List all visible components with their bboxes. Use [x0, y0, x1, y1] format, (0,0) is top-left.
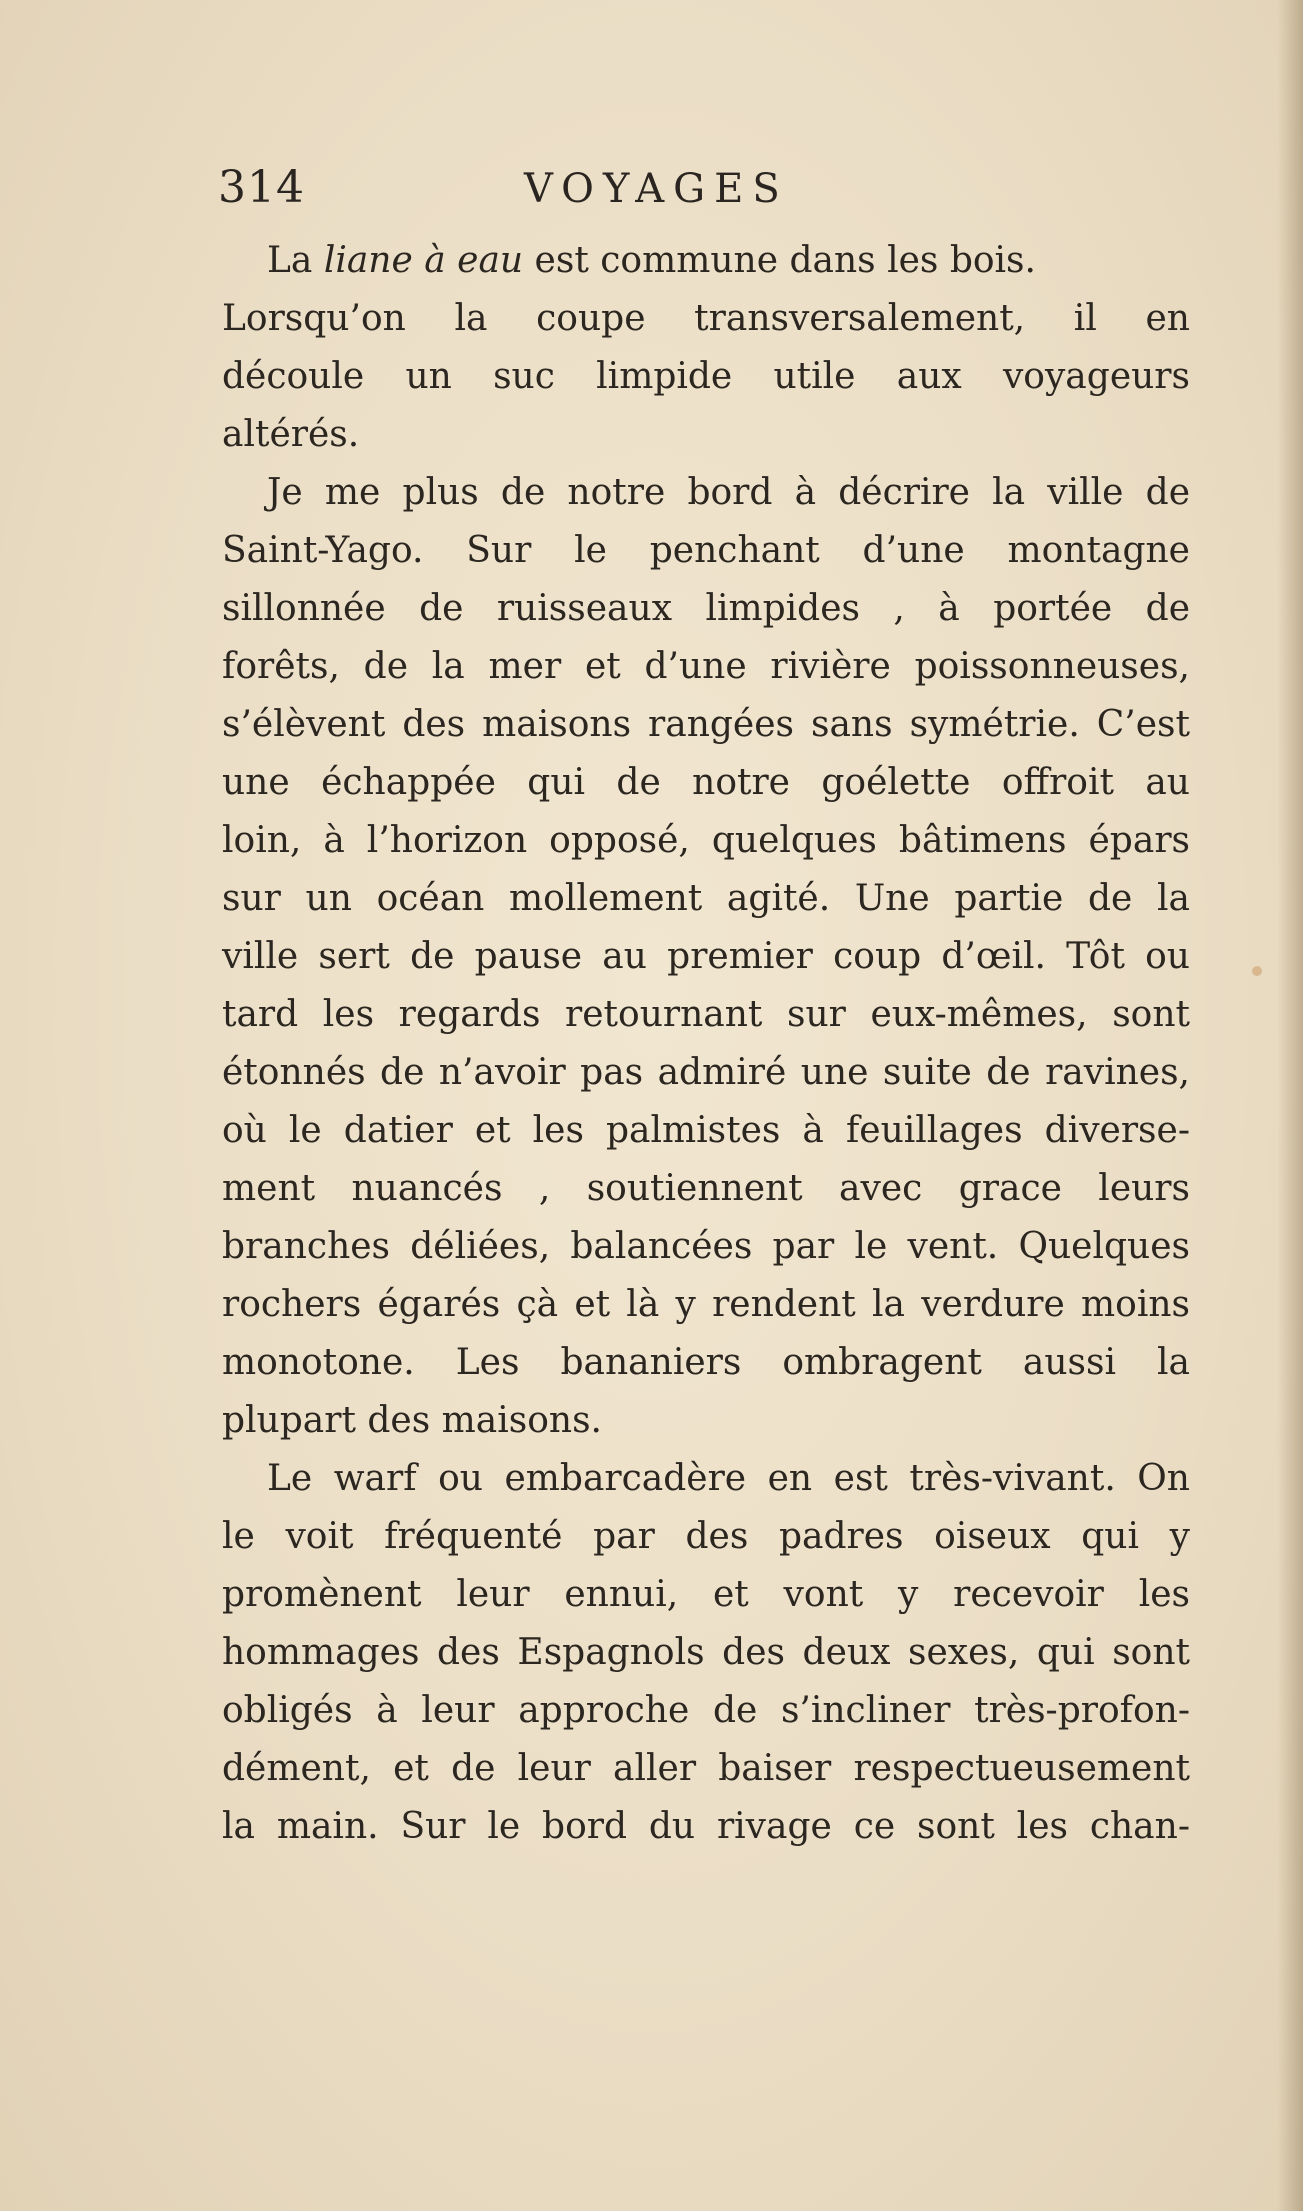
- italic-term: liane à eau: [323, 240, 524, 281]
- text-line: hommages des Espagnols des deux sexes, qui sont: [222, 1632, 1190, 1673]
- text-line: une échappée qui de notre goélette offroit au: [222, 762, 1190, 803]
- running-title: VOYAGES: [524, 166, 789, 212]
- text-line: la main. Sur le bord du rivage ce sont les chan-: [222, 1806, 1190, 1847]
- text-line: plupart des maisons.: [222, 1400, 603, 1441]
- text-line: le voit fréquenté par des padres oiseux qui y: [222, 1516, 1190, 1557]
- paper-speck: [1252, 966, 1262, 976]
- text-line: Saint-Yago. Sur le penchant d’une montagne: [222, 530, 1190, 571]
- text-line: loin, à l’horizon opposé, quelques bâtimens épars: [222, 820, 1190, 861]
- text-line: Lorsqu’on la coupe transversalement, il en: [222, 298, 1190, 339]
- text-line: altérés.: [222, 414, 360, 455]
- text-line: tard les regards retournant sur eux-mêmes, sont: [222, 994, 1190, 1035]
- text-line: s’élèvent des maisons rangées sans symétrie. C’est: [222, 704, 1190, 745]
- text-line: promènent leur ennui, et vont y recevoir les: [222, 1574, 1190, 1615]
- text-line: La liane à eau est commune dans les bois.: [267, 240, 1036, 281]
- text-line: ville sert de pause au premier coup d’œil. Tôt ou: [222, 936, 1190, 977]
- page-number: 314: [218, 162, 305, 213]
- text-line: branches déliées, balancées par le vent. Quelques: [222, 1226, 1190, 1267]
- text-line: forêts, de la mer et d’une rivière poissonneuses,: [222, 646, 1190, 687]
- text-line: ment nuancés , soutiennent avec grace leurs: [222, 1168, 1190, 1209]
- text-line: sillonnée de ruisseaux limpides , à portée de: [222, 588, 1190, 629]
- text-line: Le warf ou embarcadère en est très-vivant. On: [267, 1458, 1190, 1499]
- text-line: où le datier et les palmistes à feuillages diverse-: [222, 1110, 1190, 1151]
- page-edge-shadow: [1277, 0, 1303, 2211]
- text-line: Je me plus de notre bord à décrire la ville de: [267, 472, 1190, 513]
- text-line: dément, et de leur aller baiser respectueusement: [222, 1748, 1190, 1789]
- text-line: sur un océan mollement agité. Une partie de la: [222, 878, 1190, 919]
- text-line: monotone. Les bananiers ombragent aussi la: [222, 1342, 1190, 1383]
- text-line: étonnés de n’avoir pas admiré une suite de ravines,: [222, 1052, 1190, 1093]
- body-text: [222, 232, 1190, 1856]
- page-header: [218, 162, 1218, 222]
- text-line: obligés à leur approche de s’incliner très-profon-: [222, 1690, 1190, 1731]
- text-line: rochers égarés çà et là y rendent la verdure moins: [222, 1284, 1190, 1325]
- text-line: découle un suc limpide utile aux voyageurs: [222, 356, 1190, 397]
